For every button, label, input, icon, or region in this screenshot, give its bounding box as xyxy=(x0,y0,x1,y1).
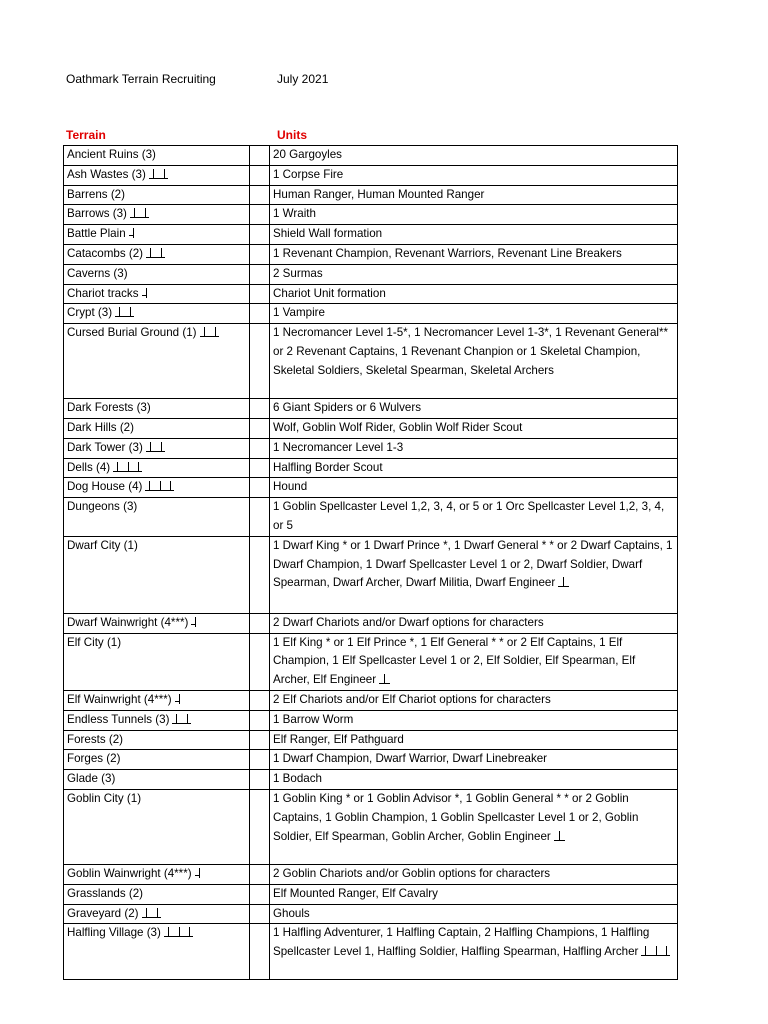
units-cell xyxy=(270,146,678,166)
spacer-cell xyxy=(250,498,270,537)
table-row xyxy=(64,225,678,245)
units-cell xyxy=(270,864,678,884)
units-text: 1 Elf King * or 1 Elf Prince *, 1 Elf General * * or 2 Elf Captains, 1 Elf Champion, 1 Elf Spellcaster Level 1 or 2, Elf Soldier, Elf Spearman, Elf Archer, Elf Engineer xyxy=(273,635,636,687)
spacer-cell xyxy=(250,244,270,264)
wright-icon xyxy=(195,868,200,878)
double-tick-icon xyxy=(146,442,165,452)
terrain-column-header: Terrain xyxy=(66,128,106,142)
table-row xyxy=(64,690,678,710)
terrain-cell xyxy=(64,710,250,730)
table-row xyxy=(64,478,678,498)
units-cell xyxy=(270,750,678,770)
terrain-name: Dells (4) xyxy=(67,460,111,474)
wright-icon xyxy=(175,694,180,704)
units-text: 1 Revenant Champion, Revenant Warriors, Revenant Line Breakers xyxy=(273,246,622,260)
spacer-cell xyxy=(250,904,270,924)
units-cell xyxy=(270,324,678,399)
terrain-name: Barrows (3) xyxy=(67,207,127,221)
terrain-cell xyxy=(64,165,250,185)
units-text: 1 Vampire xyxy=(273,306,325,320)
terrain-cell xyxy=(64,498,250,537)
units-cell xyxy=(270,225,678,245)
table-row xyxy=(64,904,678,924)
double-tick-icon xyxy=(130,208,149,218)
units-text: Hound xyxy=(273,480,308,494)
spacer-cell xyxy=(250,284,270,304)
units-cell xyxy=(270,789,678,864)
double-tick-icon xyxy=(142,908,161,918)
table-row xyxy=(64,730,678,750)
terrain-name: Dog House (4) xyxy=(67,480,143,494)
terrain-cell xyxy=(64,924,250,980)
units-cell xyxy=(270,185,678,205)
units-cell xyxy=(270,730,678,750)
units-text: 1 Corpse Fire xyxy=(273,167,344,181)
table-row xyxy=(64,884,678,904)
units-text: Halfling Border Scout xyxy=(273,460,383,474)
terrain-name: Graveyard (2) xyxy=(67,906,139,920)
table-body xyxy=(64,146,678,980)
terrain-cell xyxy=(64,244,250,264)
table-row xyxy=(64,750,678,770)
terrain-cell xyxy=(64,536,250,613)
terrain-name: Dark Hills (2) xyxy=(67,420,134,434)
spacer-cell xyxy=(250,185,270,205)
units-text: 1 Goblin Spellcaster Level 1,2, 3, 4, or 5 or 1 Orc Spellcaster Level 1,2, 3, 4, or 5 xyxy=(273,500,665,532)
terrain-cell xyxy=(64,146,250,166)
table-row xyxy=(64,418,678,438)
table-row xyxy=(64,770,678,790)
table-row xyxy=(64,304,678,324)
terrain-cell xyxy=(64,458,250,478)
units-text: 2 Dwarf Chariots and/or Dwarf options for characters xyxy=(273,615,544,629)
terrain-cell xyxy=(64,205,250,225)
terrain-name: Grasslands (2) xyxy=(67,886,144,900)
table-row xyxy=(64,399,678,419)
units-text: 1 Necromancer Level 1-5*, 1 Necromancer Level 1-3*, 1 Revenant General** or 2 Revenant Captains, 1 Revenant Chanpion or 1 Skeletal Champion, Skeletal Soldiers, Skeletal Spearman, Skeletal Archers xyxy=(273,326,669,377)
table-row xyxy=(64,264,678,284)
units-text: Shield Wall formation xyxy=(273,227,383,241)
terrain-name: Dark Tower (3) xyxy=(67,440,143,454)
units-text: 2 Elf Chariots and/or Elf Chariot options for characters xyxy=(273,692,551,706)
terrain-cell xyxy=(64,884,250,904)
triple-tick-icon xyxy=(641,946,670,956)
terrain-cell xyxy=(64,185,250,205)
terrain-cell xyxy=(64,690,250,710)
terrain-recruiting-table xyxy=(63,145,678,980)
terrain-cell xyxy=(64,324,250,399)
terrain-name: Dwarf City (1) xyxy=(67,538,138,552)
terrain-name: Goblin Wainwright (4***) xyxy=(67,866,192,880)
terrain-name: Goblin City (1) xyxy=(67,791,142,805)
spacer-cell xyxy=(250,478,270,498)
spacer-cell xyxy=(250,750,270,770)
spacer-cell xyxy=(250,304,270,324)
spacer-cell xyxy=(250,690,270,710)
units-cell xyxy=(270,165,678,185)
wright-icon xyxy=(129,228,134,238)
units-text: 1 Dwarf Champion, Dwarf Warrior, Dwarf Linebreaker xyxy=(273,752,548,766)
units-cell xyxy=(270,884,678,904)
units-cell xyxy=(270,304,678,324)
terrain-name: Forges (2) xyxy=(67,752,121,766)
units-cell xyxy=(270,613,678,633)
units-text: 1 Wraith xyxy=(273,207,316,221)
spacer-cell xyxy=(250,536,270,613)
units-cell xyxy=(270,633,678,690)
table-row xyxy=(64,146,678,166)
units-cell xyxy=(270,498,678,537)
units-text: 1 Bodach xyxy=(273,772,322,786)
table-row xyxy=(64,633,678,690)
triple-tick-icon xyxy=(145,481,174,491)
units-cell xyxy=(270,690,678,710)
terrain-cell xyxy=(64,770,250,790)
terrain-name: Battle Plain xyxy=(67,227,126,241)
terrain-name: Chariot tracks xyxy=(67,286,139,300)
spacer-cell xyxy=(250,770,270,790)
terrain-name: Crypt (3) xyxy=(67,306,113,320)
units-cell xyxy=(270,478,678,498)
units-text: Elf Mounted Ranger, Elf Cavalry xyxy=(273,886,438,900)
units-cell xyxy=(270,418,678,438)
table-row xyxy=(64,498,678,537)
terrain-cell xyxy=(64,750,250,770)
terrain-cell xyxy=(64,789,250,864)
terrain-cell xyxy=(64,633,250,690)
terrain-cell xyxy=(64,399,250,419)
terrain-cell xyxy=(64,304,250,324)
table-row xyxy=(64,789,678,864)
table-row xyxy=(64,864,678,884)
units-text: 1 Necromancer Level 1-3 xyxy=(273,440,404,454)
units-text: 1 Barrow Worm xyxy=(273,712,354,726)
units-cell xyxy=(270,284,678,304)
spacer-cell xyxy=(250,730,270,750)
table-row xyxy=(64,324,678,399)
terrain-cell xyxy=(64,904,250,924)
units-cell xyxy=(270,438,678,458)
units-column-header: Units xyxy=(277,128,307,142)
units-text: 20 Gargoyles xyxy=(273,148,342,161)
single-tick-icon xyxy=(558,577,569,587)
terrain-name: Dark Forests (3) xyxy=(67,401,151,415)
spacer-cell xyxy=(250,399,270,419)
terrain-name: Caverns (3) xyxy=(67,266,128,280)
wright-icon xyxy=(191,617,196,627)
table-row xyxy=(64,613,678,633)
units-cell xyxy=(270,264,678,284)
single-tick-icon xyxy=(379,674,390,684)
units-text: 1 Goblin King * or 1 Goblin Advisor *, 1 Goblin General * * or 2 Goblin Captains, 1 Goblin Champion, 1 Goblin Spellcaster Level 1 or 2, Goblin Soldier, Elf Spearman, Goblin Archer, Goblin Engineer xyxy=(273,791,639,843)
units-cell xyxy=(270,770,678,790)
units-text: Elf Ranger, Elf Pathguard xyxy=(273,732,404,746)
table-row xyxy=(64,458,678,478)
table-row xyxy=(64,438,678,458)
units-text: 2 Goblin Chariots and/or Goblin options for characters xyxy=(273,866,551,880)
terrain-name: Glade (3) xyxy=(67,772,116,786)
units-cell xyxy=(270,536,678,613)
terrain-cell xyxy=(64,864,250,884)
units-text: Human Ranger, Human Mounted Ranger xyxy=(273,187,485,201)
terrain-name: Ash Wastes (3) xyxy=(67,167,146,181)
terrain-name: Elf City (1) xyxy=(67,635,122,649)
units-text: 6 Giant Spiders or 6 Wulvers xyxy=(273,401,421,415)
terrain-name: Catacombs (2) xyxy=(67,246,144,260)
terrain-cell xyxy=(64,225,250,245)
spacer-cell xyxy=(250,205,270,225)
units-cell xyxy=(270,399,678,419)
spacer-cell xyxy=(250,864,270,884)
units-cell xyxy=(270,458,678,478)
terrain-name: Barrens (2) xyxy=(67,187,125,201)
table-row xyxy=(64,185,678,205)
terrain-cell xyxy=(64,478,250,498)
spacer-cell xyxy=(250,789,270,864)
spacer-cell xyxy=(250,884,270,904)
spacer-cell xyxy=(250,458,270,478)
units-text: 2 Surmas xyxy=(273,266,323,280)
table-row xyxy=(64,536,678,613)
table-row xyxy=(64,244,678,264)
terrain-cell xyxy=(64,613,250,633)
spacer-cell xyxy=(250,924,270,980)
units-cell xyxy=(270,924,678,980)
double-tick-icon xyxy=(115,307,134,317)
terrain-name: Cursed Burial Ground (1) xyxy=(67,326,197,340)
table-row xyxy=(64,924,678,980)
units-text: Wolf, Goblin Wolf Rider, Goblin Wolf Rider Scout xyxy=(273,420,523,434)
spacer-cell xyxy=(250,710,270,730)
double-tick-icon xyxy=(200,327,219,337)
spacer-cell xyxy=(250,324,270,399)
units-cell xyxy=(270,710,678,730)
wright-icon xyxy=(142,288,147,298)
terrain-cell xyxy=(64,438,250,458)
terrain-cell xyxy=(64,730,250,750)
terrain-name: Halfling Village (3) xyxy=(67,926,161,940)
table-row xyxy=(64,284,678,304)
triple-tick-icon xyxy=(164,927,193,937)
spacer-cell xyxy=(250,613,270,633)
table-row xyxy=(64,710,678,730)
document-title: Oathmark Terrain Recruiting xyxy=(66,72,216,86)
terrain-name: Ancient Ruins (3) xyxy=(67,148,156,161)
double-tick-icon xyxy=(172,714,191,724)
double-tick-icon xyxy=(149,169,168,179)
document-date: July 2021 xyxy=(277,72,329,86)
terrain-name: Elf Wainwright (4***) xyxy=(67,692,172,706)
spacer-cell xyxy=(250,165,270,185)
terrain-name: Dwarf Wainwright (4***) xyxy=(67,615,189,629)
spacer-cell xyxy=(250,418,270,438)
spacer-cell xyxy=(250,264,270,284)
spacer-cell xyxy=(250,225,270,245)
double-tick-icon xyxy=(146,248,165,258)
table-row xyxy=(64,205,678,225)
triple-tick-icon xyxy=(113,462,142,472)
terrain-name: Forests (2) xyxy=(67,732,124,746)
spacer-cell xyxy=(250,146,270,166)
spacer-cell xyxy=(250,438,270,458)
units-text: 1 Dwarf King * or 1 Dwarf Prince *, 1 Dwarf General * * or 2 Dwarf Captains, 1 Dwarf Champion, 1 Dwarf Spellcaster Level 1 or 2, Dwarf Soldier, Dwarf Spearman, Dwarf Archer, Dwarf Militia, Dwarf Engineer xyxy=(273,538,673,590)
units-text: 1 Halfling Adventurer, 1 Halfling Captain, 2 Halfling Champions, 1 Halfling Spellcaster Level 1, Halfling Soldier, Halfling Spearman, Halfling Archer xyxy=(273,926,650,959)
units-text: Ghouls xyxy=(273,906,310,920)
terrain-cell xyxy=(64,284,250,304)
terrain-cell xyxy=(64,264,250,284)
spacer-cell xyxy=(250,633,270,690)
single-tick-icon xyxy=(554,831,565,841)
terrain-name: Endless Tunnels (3) xyxy=(67,712,170,726)
terrain-cell xyxy=(64,418,250,438)
units-cell xyxy=(270,244,678,264)
units-cell xyxy=(270,904,678,924)
table-row xyxy=(64,165,678,185)
units-cell xyxy=(270,205,678,225)
units-text: Chariot Unit formation xyxy=(273,286,386,300)
terrain-name: Dungeons (3) xyxy=(67,500,138,514)
